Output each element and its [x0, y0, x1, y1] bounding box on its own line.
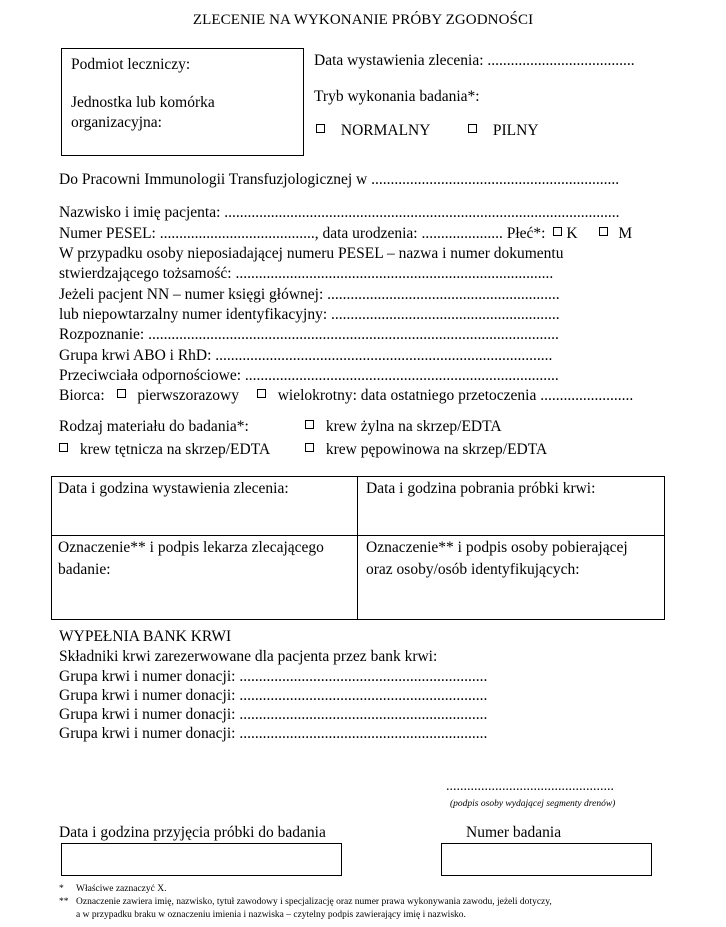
- collector-cell-line1[interactable]: Oznaczenie** i podpis osoby pobierającej: [366, 539, 628, 556]
- recipient-label: Biorca:: [59, 387, 105, 404]
- checkbox-icon[interactable]: [305, 443, 314, 452]
- first-time-checkbox-icon[interactable]: [117, 389, 126, 398]
- sex-m-label: M: [618, 225, 633, 242]
- antibodies-field[interactable]: Przeciwciała odpornościowe: .................................................................................: [59, 367, 559, 384]
- issue-date-field[interactable]: Data wystawienia zlecenia: ......................................: [314, 52, 635, 69]
- issue-datetime-cell[interactable]: Data i godzina wystawienia zlecenia:: [58, 480, 289, 497]
- recipient-row: [59, 387, 633, 405]
- donation-field-1[interactable]: Grupa krwi i numer donacji: ................................................................: [59, 668, 488, 685]
- repeat-checkbox-icon[interactable]: [257, 389, 266, 398]
- checkbox-icon[interactable]: [305, 420, 314, 429]
- unique-id-field[interactable]: lub niepowtarzalny numer identyfikacyjny: ...........................................................: [59, 306, 560, 323]
- ordering-doctor-cell-line1[interactable]: Oznaczenie** i podpis lekarza zlecającego: [58, 539, 324, 556]
- sample-datetime-cell[interactable]: Data i godzina pobrania próbki krwi:: [366, 480, 596, 497]
- signature-line[interactable]: ................................................: [446, 779, 614, 794]
- arterial-label: krew tętnicza na skrzep/EDTA: [79, 441, 271, 458]
- umbilical-label: krew pępowinowa na skrzep/EDTA: [325, 441, 548, 458]
- mode-urgent-label: PILNY: [492, 122, 539, 139]
- blood-bank-heading: WYPEŁNIA BANK KRWI: [59, 628, 232, 645]
- patient-name-field[interactable]: Nazwisko i imię pacjenta: ......................................................................................................: [59, 204, 620, 221]
- page-title: ZLECENIE NA WYKONANIE PRÓBY ZGODNOŚCI: [192, 12, 534, 28]
- mode-label: Tryb wykonania badania*:: [314, 88, 480, 105]
- donation-field-4[interactable]: Grupa krwi i numer donacji: ................................................................: [59, 725, 488, 742]
- donation-field-3[interactable]: Grupa krwi i numer donacji: ................................................................: [59, 706, 488, 723]
- identity-doc-field[interactable]: stwierdzającego tożsamość: ..................................................................................: [59, 265, 554, 282]
- donation-field-2[interactable]: Grupa krwi i numer donacji: ................................................................: [59, 687, 488, 704]
- umbilical-option[interactable]: [305, 441, 547, 459]
- repeat-field[interactable]: wielokrotny: data ostatniego przetoczenia ........................: [277, 387, 634, 404]
- mode-urgent-option[interactable]: [468, 122, 539, 140]
- footnote-2-line2: a w przypadku braku w oznaczeniu imienia i nazwiska – czytelny podpis zawierający imię i nazwisko.: [76, 910, 466, 920]
- signature-caption: (podpis osoby wydającej segmenty drenów): [450, 799, 616, 809]
- unit-label-line1: Jednostka lub komórka: [71, 94, 215, 111]
- facility-label: Podmiot leczniczy:: [71, 56, 191, 73]
- collector-cell-line2: oraz osoby/osób identyfikujących:: [366, 561, 580, 578]
- lab-field[interactable]: Do Pracowni Immunologii Transfuzjologicznej w ................................................................: [59, 171, 620, 188]
- footnote-1-mark: *: [59, 884, 64, 894]
- footnote-2-line1: Oznaczenie zawiera imię, nazwisko, tytuł zawodowy i specjalizację oraz numer prawa wykonywania zawodu, jeżeli dotyczy,: [76, 897, 552, 907]
- sex-k-checkbox-icon[interactable]: [553, 227, 562, 236]
- sex-m-checkbox-icon[interactable]: [599, 227, 608, 236]
- venous-label: krew żylna na skrzep/EDTA: [325, 418, 502, 435]
- mode-normal-option[interactable]: [316, 122, 430, 140]
- arterial-option[interactable]: [59, 441, 270, 459]
- table-divider-vertical: [357, 476, 358, 620]
- diagnosis-field[interactable]: Rozpoznanie: ..........................................................................................................: [59, 326, 559, 343]
- reserved-components-label: Składniki krwi zarezerwowane dla pacjenta przez bank krwi:: [59, 648, 438, 665]
- footnote-2-mark: **: [59, 897, 69, 907]
- ordering-doctor-cell-line2: badanie:: [58, 561, 111, 578]
- unit-label-line2: organizacyjna:: [71, 114, 162, 131]
- no-pesel-note: W przypadku osoby nieposiadającej numeru PESEL – nazwa i numer dokumentu: [59, 245, 564, 262]
- pesel-row: [59, 225, 632, 243]
- test-number-label: Numer badania: [466, 824, 562, 841]
- first-time-label: pierwszorazowy: [137, 387, 239, 404]
- receipt-datetime-input[interactable]: [61, 843, 342, 876]
- checkbox-icon[interactable]: [468, 124, 477, 133]
- blood-group-field[interactable]: Grupa krwi ABO i RhD: .......................................................................................: [59, 347, 553, 364]
- sex-k-label: K: [566, 225, 578, 242]
- checkbox-icon[interactable]: [59, 443, 68, 452]
- checkbox-icon[interactable]: [316, 124, 325, 133]
- material-label: Rodzaj materiału do badania*:: [59, 418, 249, 435]
- pesel-field[interactable]: Numer PESEL: ........................................, data urodzenia: ..................... Płeć*:: [59, 225, 546, 242]
- mode-normal-label: NORMALNY: [340, 122, 431, 139]
- venous-option[interactable]: [305, 418, 502, 436]
- nn-book-number-field[interactable]: Jeżeli pacjent NN – numer księgi głównej: ............................................................: [59, 286, 560, 303]
- test-number-input[interactable]: [441, 843, 652, 876]
- receipt-datetime-label: Data i godzina przyjęcia próbki do badania: [59, 824, 326, 841]
- footnote-1: Właściwe zaznaczyć X.: [76, 884, 167, 894]
